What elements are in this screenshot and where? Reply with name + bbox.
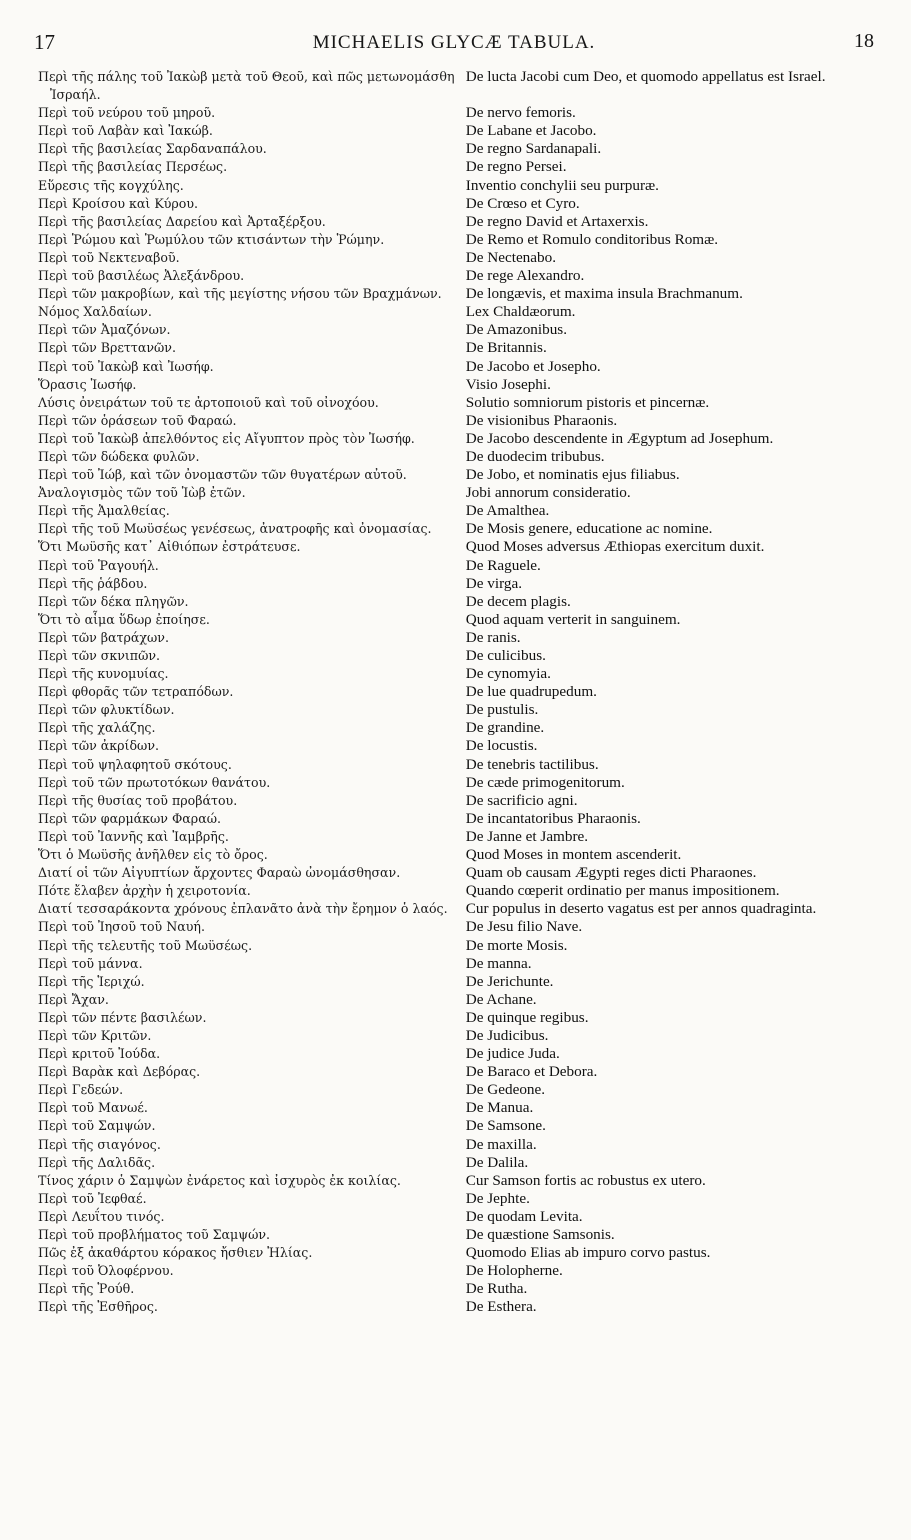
latin-title: De Samsone. [465, 1117, 546, 1135]
latin-title: De lucta Jacobi cum Deo, et quomodo appellatus est Israel. [465, 68, 826, 85]
greek-title: Περὶ τῶν σκνιπῶν. [38, 648, 161, 663]
latin-title: De duodecim tribubus. [465, 447, 605, 465]
index-entry [38, 774, 878, 792]
latin-title: De incantatoribus Pharaonis. [465, 809, 641, 827]
index-entry [38, 484, 878, 502]
index-entry [38, 339, 878, 357]
greek-title: Περὶ τοῦ προβλήματος τοῦ Σαμψών. [38, 1227, 271, 1242]
greek-title: Περὶ τῆς βασιλείας Περσέως. [38, 159, 228, 175]
index-entry [38, 177, 878, 195]
index-entry [38, 1009, 878, 1027]
index-entry [38, 158, 878, 176]
index-entry [38, 1226, 878, 1244]
index-entry [38, 358, 878, 376]
index-entry [38, 412, 878, 430]
index-entry [38, 756, 878, 774]
greek-title: Περὶ τῆς βασιλείας Δαρείου καὶ Ἀρταξέρξου. [38, 213, 326, 229]
latin-title: Quando cœperit ordinatio per manus impositionem. [465, 882, 780, 900]
greek-title: Περὶ τοῦ Ἰησοῦ τοῦ Ναυή. [38, 919, 205, 935]
latin-title: De decem plagis. [465, 592, 571, 610]
index-entry [38, 1190, 878, 1208]
index-entry [38, 122, 878, 140]
latin-title: De manna. [465, 954, 532, 972]
greek-title: Περὶ τῶν δέκα πληγῶν. [38, 593, 189, 609]
latin-title: De sacrificio agni. [465, 791, 578, 809]
index-entry [38, 1298, 878, 1316]
greek-title: Περὶ τοῦ Ἰαννῆς καὶ Ἰαμβρῆς. [38, 828, 229, 844]
greek-title: Περὶ τῆς Ῥούθ. [38, 1281, 135, 1297]
index-entry [38, 864, 878, 882]
index-entry [38, 1045, 878, 1063]
greek-title: Περὶ τῆς ῥάβδου. [38, 575, 148, 591]
latin-title: Quod Moses in montem ascenderit. [465, 846, 682, 864]
latin-title: De Esthera. [465, 1298, 537, 1316]
index-entry [38, 68, 878, 104]
index-entry [38, 1280, 878, 1298]
greek-title: Περὶ τῶν ὁράσεων τοῦ Φαραώ. [38, 412, 237, 428]
latin-title: De Jacobo et Josepho. [465, 357, 601, 375]
index-entry [38, 267, 878, 285]
greek-title: Ὅρασις Ἰωσήφ. [38, 376, 137, 392]
latin-title: Visio Josephi. [465, 375, 551, 393]
index-entry [38, 1172, 878, 1190]
latin-title: De maxilla. [465, 1135, 537, 1153]
latin-title: De regno Persei. [465, 158, 567, 176]
index-entry [38, 1081, 878, 1099]
index-entry [38, 1208, 878, 1226]
latin-title: De tenebris tactilibus. [465, 755, 599, 773]
latin-title: De Mosis genere, educatione ac nomine. [465, 520, 713, 538]
latin-title: De Rutha. [465, 1280, 528, 1298]
greek-title: Περὶ τῶν φαρμάκων Φαραώ. [38, 810, 221, 826]
index-entry [38, 1027, 878, 1045]
greek-title: Ὅτι τὸ αἷμα ὕδωρ ἐποίησε. [38, 611, 210, 627]
index-entry [38, 828, 878, 846]
index-entry [38, 665, 878, 683]
index-entry [38, 955, 878, 973]
latin-title: De regno David et Artaxerxis. [465, 212, 649, 230]
greek-title: Περὶ τῶν μακροβίων, καὶ τῆς μεγίστης νήσου τῶν Βραχμάνων. [38, 286, 442, 302]
greek-title: Περὶ τοῦ Σαμψών. [38, 1118, 156, 1134]
latin-title: De culicibus. [465, 647, 546, 664]
latin-title: De Manua. [465, 1099, 534, 1117]
latin-title: De nervo femoris. [465, 104, 576, 122]
index-entry [38, 973, 878, 991]
index-entry [38, 1099, 878, 1117]
index-entry [38, 376, 878, 394]
latin-title: De quæstione Samsonis. [465, 1226, 615, 1243]
index-entry [38, 195, 878, 213]
index-entry [38, 683, 878, 701]
index-entry [38, 249, 878, 267]
greek-title: Περὶ τοῦ Ἰακὼβ καὶ Ἰωσήφ. [38, 358, 214, 374]
greek-title: Περὶ τῆς Ἐσθῆρος. [38, 1299, 158, 1315]
greek-title: Περὶ Ῥώμου καὶ Ῥωμύλου τῶν κτισάντων τὴν Ῥώμην. [38, 231, 385, 247]
latin-title: De pustulis. [465, 701, 539, 719]
latin-title: De lue quadrupedum. [465, 683, 597, 701]
index-entry [38, 321, 878, 339]
index-entry [38, 792, 878, 810]
latin-title: De Remo et Romulo conditoribus Romæ. [465, 230, 719, 248]
latin-title: Quod Moses adversus Æthiopas exercitum duxit. [465, 538, 765, 556]
latin-title: De morte Mosis. [465, 936, 568, 954]
latin-title: De quodam Levita. [465, 1207, 583, 1225]
greek-title: Περὶ τοῦ Λαβὰν καὶ Ἰακώβ. [38, 123, 213, 139]
greek-title: Περὶ τῆς θυσίας τοῦ προβάτου. [38, 792, 238, 808]
latin-title: De judice Juda. [465, 1045, 560, 1063]
greek-title: Περὶ τοῦ Ἰεφθαέ. [38, 1190, 147, 1206]
greek-title: Περὶ τοῦ Ἰακὼβ ἀπελθόντος εἰς Αἴγυπτον πρὸς τὸν Ἰωσήφ. [38, 430, 415, 446]
index-entry [38, 629, 878, 647]
index-entry [38, 430, 878, 448]
latin-title: De virga. [465, 574, 522, 592]
index-entry [38, 1117, 878, 1135]
greek-title: Πῶς ἐξ ἀκαθάρτου κόρακος ἤσθιεν Ἠλίας. [38, 1245, 313, 1261]
index-entry [38, 1136, 878, 1154]
greek-title: Περὶ τοῦ Νεκτεναβοῦ. [38, 249, 180, 265]
greek-title: Περὶ τῆς σιαγόνος. [38, 1136, 161, 1152]
index-entry [38, 991, 878, 1009]
greek-title: Περὶ τῶν δώδεκα φυλῶν. [38, 448, 200, 464]
greek-title: Νόμος Χαλδαίων. [38, 304, 152, 320]
greek-title: Διατί οἱ τῶν Αἰγυπτίων ἄρχοντες Φαραὼ ὠνομάσθησαν. [38, 865, 401, 881]
greek-title: Περὶ τῆς βασιλείας Σαρδαναπάλου. [38, 141, 267, 157]
index-entry [38, 810, 878, 828]
index-entry [38, 701, 878, 719]
greek-title: Περὶ τῆς χαλάζης. [38, 720, 156, 736]
latin-title: De regno Sardanapali. [465, 140, 602, 158]
index-entry [38, 593, 878, 611]
latin-title: De Judicibus. [465, 1026, 549, 1044]
index-entry [38, 104, 878, 122]
latin-title: De locustis. [465, 737, 538, 755]
latin-title: De longævis, et maxima insula Brachmanum. [465, 285, 743, 303]
latin-title: De Jesu filio Nave. [465, 918, 583, 936]
greek-title: Περὶ φθορᾶς τῶν τετραπόδων. [38, 684, 234, 700]
latin-title: De Holopherne. [465, 1262, 563, 1280]
page-number-left: 17 [34, 30, 55, 54]
latin-title: De Achane. [465, 990, 537, 1008]
latin-title: Solutio somniorum pistoris et pincernæ. [465, 393, 710, 411]
latin-title: Inventio conchylii seu purpuræ. [465, 176, 659, 194]
latin-title: Quomodo Elias ab impuro corvo pastus. [465, 1244, 711, 1262]
greek-title: Περὶ τοῦ Ῥαγουήλ. [38, 557, 159, 573]
greek-title: Ἀναλογισμὸς τῶν τοῦ Ἰὼβ ἐτῶν. [38, 485, 246, 501]
index-entry [38, 140, 878, 158]
greek-title: Περὶ τῆς τελευτῆς τοῦ Μωϋσέως. [38, 937, 253, 953]
greek-title: Περὶ Λευΐτου τινός. [38, 1208, 165, 1224]
greek-title: Περὶ τῶν Βρεττανῶν. [38, 340, 176, 356]
greek-title: Εὕρεσις τῆς κογχύλης. [38, 177, 184, 193]
latin-title: De Jerichunte. [465, 972, 554, 990]
greek-title: Περὶ τοῦ μάννα. [38, 955, 143, 971]
latin-title: De Dalila. [465, 1153, 529, 1171]
index-entry [38, 1063, 878, 1081]
index-entry [38, 611, 878, 629]
greek-title: Περὶ τῶν βατράχων. [38, 629, 169, 645]
index-entry [38, 520, 878, 538]
latin-title: De Jacobo descendente in Ægyptum ad Josephum. [465, 429, 774, 447]
index-entry [38, 575, 878, 593]
greek-title: Περὶ Κροίσου καὶ Κύρου. [38, 195, 199, 211]
latin-title: Cur Samson fortis ac robustus ex utero. [465, 1171, 706, 1189]
latin-title: De quinque regibus. [465, 1008, 589, 1026]
greek-title: Περὶ τοῦ Ἰώβ, καὶ τῶν ὀνομαστῶν τῶν θυγατέρων αὐτοῦ. [38, 467, 407, 483]
greek-title: Λύσις ὀνειράτων τοῦ τε ἀρτοποιοῦ καὶ τοῦ οἰνοχόου. [38, 394, 379, 410]
running-title: MICHAELIS GLYCÆ TABULA. [312, 32, 596, 53]
latin-title: De Gedeone. [465, 1081, 546, 1099]
index-entry [38, 1244, 878, 1262]
latin-title: De Jobo, et nominatis ejus filiabus. [465, 466, 680, 484]
latin-title: De rege Alexandro. [465, 267, 585, 285]
index-entry [38, 502, 878, 520]
greek-title: Περὶ τῆς Δαλιδᾶς. [38, 1154, 156, 1170]
latin-title: De ranis. [465, 628, 521, 646]
latin-title: De Britannis. [465, 339, 547, 357]
greek-title: Περὶ τῆς πάλης τοῦ Ἰακὼβ μετὰ τοῦ Θεοῦ, καὶ πῶς μετωνομάσθη Ἰσραήλ. [38, 69, 455, 103]
greek-title: Περὶ τοῦ ψηλαφητοῦ σκότους. [38, 756, 232, 772]
latin-title: Jobi annorum consideratio. [465, 484, 631, 502]
index-entry [38, 647, 878, 665]
index-entry [38, 557, 878, 575]
index-entry [38, 448, 878, 466]
greek-title: Περὶ τῶν ἀκρίδων. [38, 738, 159, 754]
greek-title: Περὶ τῶν φλυκτίδων. [38, 702, 175, 718]
greek-title: Περὶ τοῦ βασιλέως Ἀλεξάνδρου. [38, 268, 245, 284]
latin-title: De Labane et Jacobo. [465, 122, 597, 140]
index-table [38, 68, 878, 1316]
latin-title: Lex Chaldæorum. [465, 303, 576, 321]
latin-title: De Amazonibus. [465, 321, 567, 339]
latin-title: De visionibus Pharaonis. [465, 411, 618, 429]
latin-title: De Nectenabo. [465, 248, 557, 266]
latin-title: De cæde primogenitorum. [465, 773, 625, 791]
greek-title: Ὅτι Μωϋσῆς κατ᾽ Αἰθιόπων ἐστράτευσε. [38, 539, 301, 555]
page-header [34, 30, 874, 56]
greek-title: Περὶ Γεδεών. [38, 1082, 124, 1098]
greek-title: Περὶ τῶν πέντε βασιλέων. [38, 1009, 207, 1025]
latin-title: Quam ob causam Ægypti reges dicti Pharaones. [465, 864, 757, 882]
latin-title: De Raguele. [465, 556, 541, 574]
index-entry [38, 466, 878, 484]
latin-title: De Jephte. [465, 1189, 530, 1207]
index-entry [38, 1154, 878, 1172]
greek-title: Περὶ τῆς κυνομυίας. [38, 666, 169, 682]
index-entry [38, 846, 878, 864]
latin-title: Cur populus in deserto vagatus est per annos quadraginta. [465, 900, 817, 918]
greek-title: Περὶ τῶν Ἀμαζόνων. [38, 322, 171, 338]
index-entry [38, 882, 878, 900]
greek-title: Περὶ τοῦ νεύρου τοῦ μηροῦ. [38, 105, 216, 121]
greek-title: Περὶ τῆς Ἀμαλθείας. [38, 503, 170, 519]
latin-title: De Baraco et Debora. [465, 1063, 598, 1081]
greek-title: Περὶ τῆς Ἱεριχώ. [38, 973, 145, 989]
index-entry [38, 937, 878, 955]
greek-title: Περὶ Ἄχαν. [38, 991, 109, 1007]
index-entry [38, 737, 878, 755]
greek-title: Τίνος χάριν ὁ Σαμψὼν ἐνάρετος καὶ ἰσχυρὸς ἐκ κοιλίας. [38, 1172, 401, 1188]
greek-title: Περὶ τῶν Κριτῶν. [38, 1027, 152, 1043]
latin-title: Quod aquam verterit in sanguinem. [465, 610, 681, 628]
greek-title: Ὅτι ὁ Μωϋσῆς ἀνῆλθεν εἰς τὸ ὄρος. [38, 847, 268, 863]
index-entry [38, 900, 878, 918]
greek-title: Περὶ τοῦ Μανωέ. [38, 1100, 148, 1116]
index-entry [38, 231, 878, 249]
index-entry [38, 394, 878, 412]
greek-title: Περὶ τοῦ τῶν πρωτοτόκων θανάτου. [38, 774, 271, 790]
latin-title: De Janne et Jambre. [465, 827, 589, 845]
index-entry [38, 719, 878, 737]
index-entry [38, 285, 878, 303]
index-entry [38, 538, 878, 556]
index-entry [38, 213, 878, 231]
latin-title: De cynomyia. [465, 665, 551, 683]
latin-title: De grandine. [465, 719, 545, 737]
greek-title: Περὶ κριτοῦ Ἰούδα. [38, 1046, 161, 1062]
greek-title: Περὶ Βαρὰκ καὶ Δεβόρας. [38, 1064, 201, 1080]
latin-title: De Crœso et Cyro. [465, 194, 580, 212]
latin-title: De Amalthea. [465, 502, 550, 520]
greek-title: Περὶ τῆς τοῦ Μωϋσέως γενέσεως, ἀνατροφῆς καὶ ὀνομασίας. [38, 521, 432, 537]
index-entry [38, 918, 878, 936]
greek-title: Διατί τεσσαράκοντα χρόνους ἐπλανᾶτο ἀνὰ τὴν ἔρημον ὁ λαός. [38, 901, 448, 917]
index-entry [38, 303, 878, 321]
index-entry [38, 1262, 878, 1280]
greek-title: Περὶ τοῦ Ὀλοφέρνου. [38, 1263, 174, 1279]
page-number-right: 18 [854, 30, 874, 52]
greek-title: Πότε ἔλαβεν ἀρχὴν ἡ χειροτονία. [38, 883, 251, 899]
